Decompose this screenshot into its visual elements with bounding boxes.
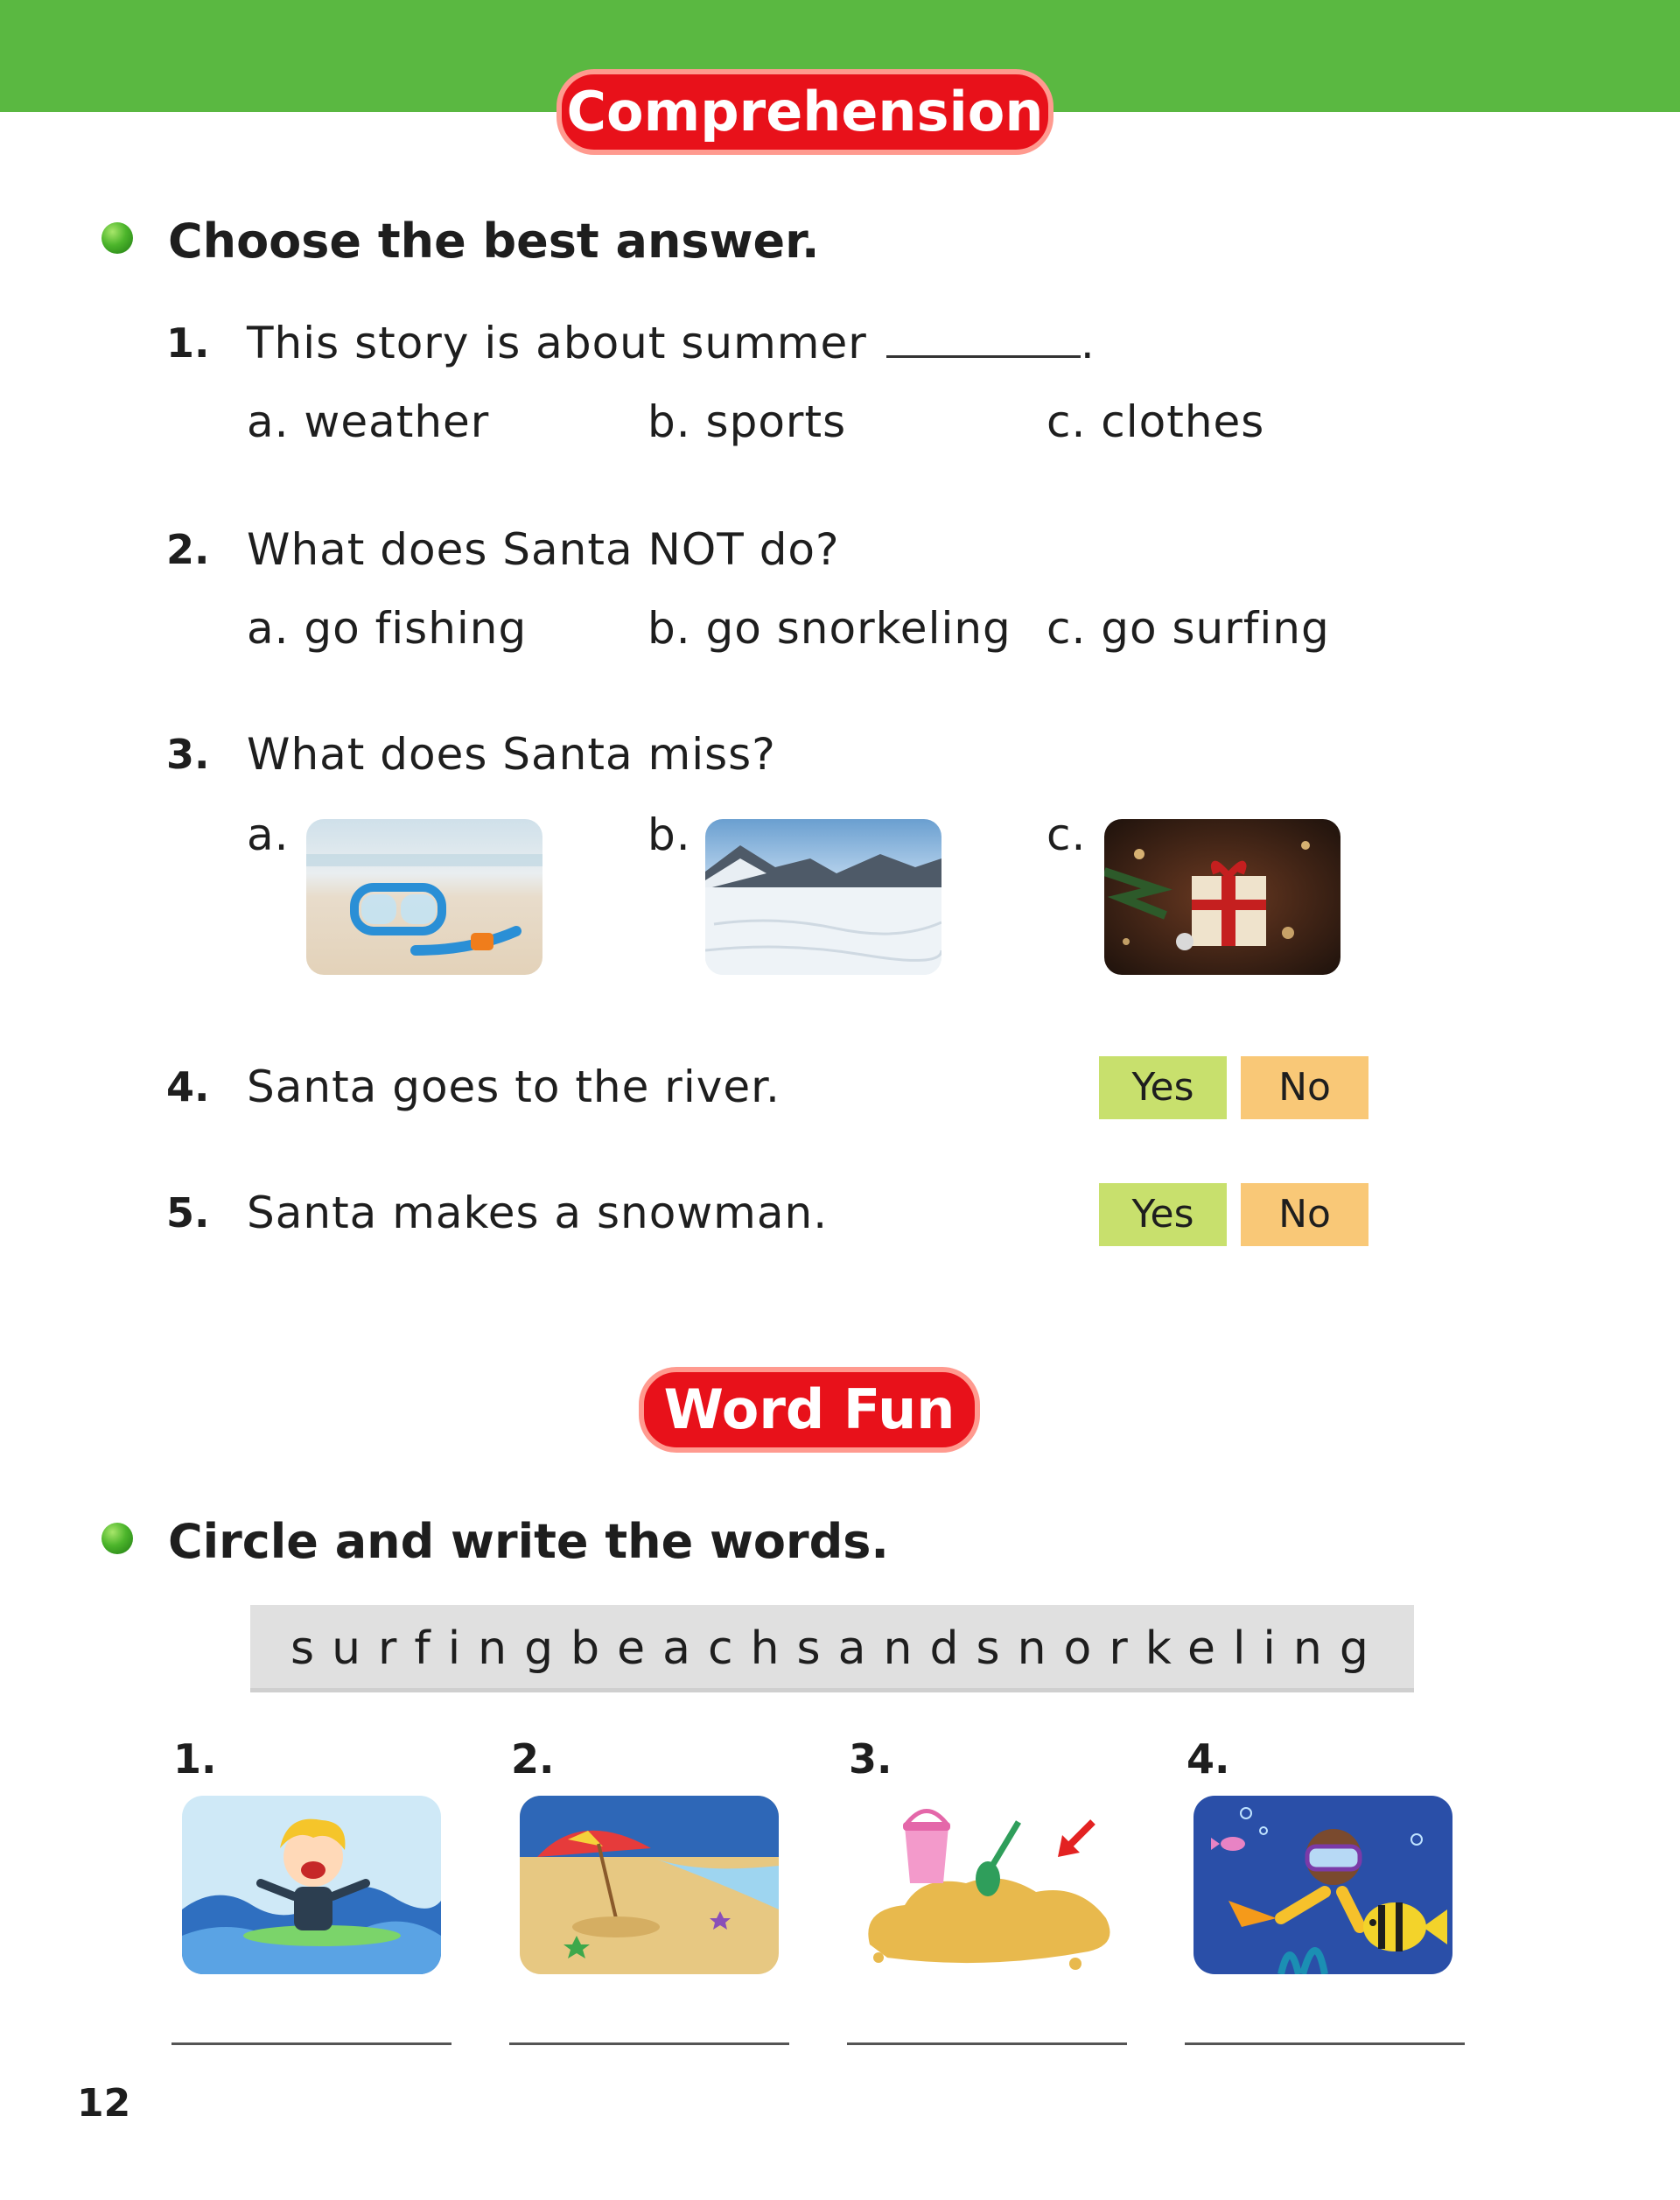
snowy-landscape-photo[interactable]	[705, 819, 942, 975]
bullet-icon	[102, 222, 133, 254]
question-text	[247, 317, 1096, 369]
page-number: 12	[77, 2081, 131, 2126]
beach-picture	[520, 1796, 779, 1974]
question-number: 5.	[166, 1189, 210, 1237]
option-b[interactable]: b. go snorkeling	[648, 603, 1012, 654]
option-b[interactable]: b. sports	[648, 396, 847, 447]
question-text: Santa goes to the river.	[247, 1061, 780, 1112]
question-number: 2.	[166, 526, 210, 573]
item-number: 2.	[511, 1735, 555, 1783]
question-number: 1.	[166, 319, 210, 367]
option-c[interactable]: c.	[1046, 809, 1087, 860]
item-number: 1.	[173, 1735, 217, 1783]
question-text: What does Santa NOT do?	[247, 524, 840, 575]
yes-button[interactable]: Yes	[1099, 1056, 1227, 1119]
option-a[interactable]: a.	[247, 809, 290, 860]
gift-box-icon	[1192, 865, 1266, 946]
answer-line[interactable]	[509, 2042, 789, 2045]
yes-button[interactable]: Yes	[1099, 1183, 1227, 1246]
answer-line[interactable]	[172, 2042, 452, 2045]
word-fun-instruction: Circle and write the words.	[168, 1514, 889, 1569]
no-button[interactable]: No	[1241, 1183, 1368, 1246]
option-a[interactable]: a. go fishing	[247, 603, 528, 654]
snorkel-mask-photo[interactable]	[306, 819, 542, 975]
bullet-icon	[102, 1523, 133, 1554]
answer-line[interactable]	[847, 2042, 1127, 2045]
comprehension-banner: Comprehension	[556, 69, 1054, 155]
no-button[interactable]: No	[1241, 1056, 1368, 1119]
option-b[interactable]: b.	[648, 809, 691, 860]
sand-picture	[852, 1796, 1111, 1974]
letter-strip[interactable]: surfingbeachsandsnorkeling	[250, 1605, 1414, 1692]
item-number: 4.	[1186, 1735, 1230, 1783]
question-text: Santa makes a snowman.	[247, 1188, 829, 1238]
option-c[interactable]: c. go surfing	[1046, 603, 1330, 654]
word-fun-banner: Word Fun	[639, 1367, 980, 1453]
comprehension-instruction: Choose the best answer.	[168, 214, 820, 269]
option-a[interactable]: a. weather	[247, 396, 490, 447]
answer-blank[interactable]	[886, 355, 1081, 358]
item-number: 3.	[849, 1735, 892, 1783]
question-text: What does Santa miss?	[247, 729, 776, 780]
question-number: 4.	[166, 1063, 210, 1111]
question-1-text: This story is about summer	[247, 318, 867, 368]
surfing-picture	[182, 1796, 441, 1974]
question-number: 3.	[166, 731, 210, 778]
question-1-end: .	[1080, 318, 1096, 368]
option-c[interactable]: c. clothes	[1046, 396, 1265, 447]
christmas-gift-photo[interactable]	[1104, 819, 1340, 975]
answer-line[interactable]	[1185, 2042, 1465, 2045]
snorkeling-picture	[1194, 1796, 1452, 1974]
